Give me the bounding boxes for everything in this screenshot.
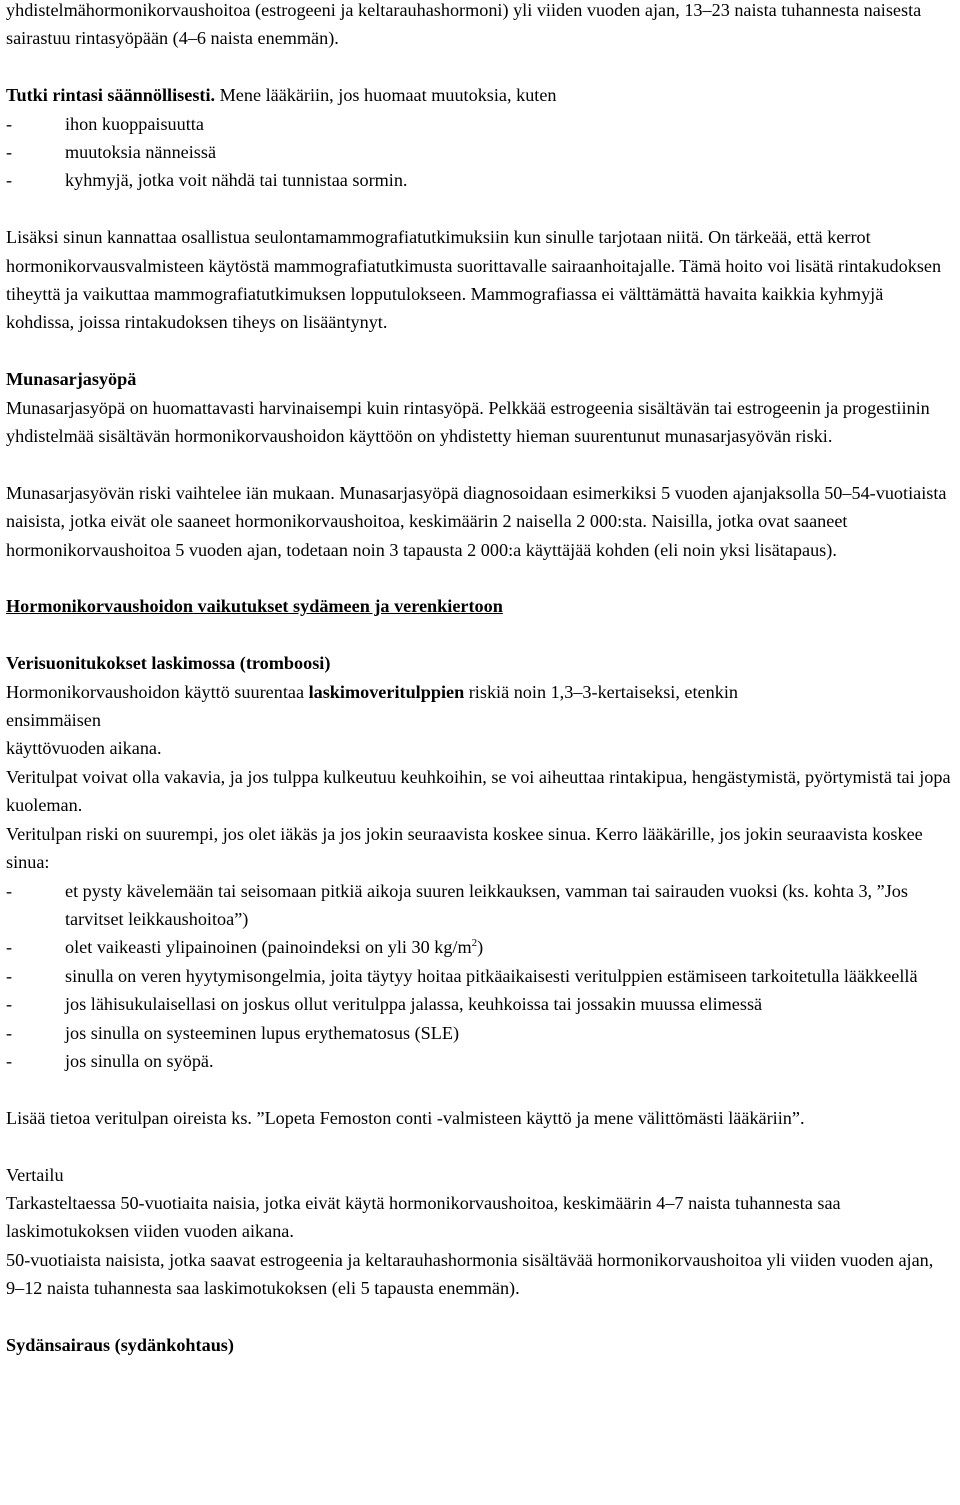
list-dash: - xyxy=(6,880,13,901)
document-page xyxy=(6,0,956,1359)
heading-ovarian-cancer: Munasarjasyöpä xyxy=(6,369,137,390)
thrombosis-risk-text-end: riskiä noin 1,3–3-kertaiseksi, etenkin xyxy=(468,681,738,702)
superscript-2: 2 xyxy=(471,937,478,950)
subheading-heart-disease: Sydänsairaus (sydänkohtaus) xyxy=(6,1334,234,1355)
list-item-text: et pysty kävelemään tai seisomaan pitkiä aikoja suuren leikkauksen, vamman tai sairauden vuoksi (ks. kohta 3, ”Jos tarvitset leikkaushoitoa”) xyxy=(65,880,908,929)
thrombosis-risk-text: Hormonikorvaushoidon käyttö suurentaa xyxy=(6,681,305,702)
list-item-text: jos sinulla on syöpä. xyxy=(65,1050,214,1071)
list-dash: - xyxy=(6,1050,13,1071)
list-dash: - xyxy=(6,965,13,986)
list-item xyxy=(6,933,956,961)
spacer xyxy=(6,1303,956,1331)
paragraph-breast-cancer-stats: yhdistelmähormonikorvaushoitoa (estrogeeni ja keltarauhashormoni) yli viiden vuoden ajan, 13–23 naista tuhannesta naisesta sairastuu rintasyöpään (4–6 naista enemmän). xyxy=(6,0,922,49)
paragraph-thrombosis-risk xyxy=(6,678,956,706)
list-item-text-bmi xyxy=(65,933,956,961)
paragraph-comparison-users: 50-vuotiaista naisista, jotka saavat estrogeenia ja keltarauhashormonia sisältävää hormonikorvaushoitoa yli viiden vuoden ajan, 9–12 naista tuhannesta saa laskimotukoksen (eli 5 tapausta enemmän). xyxy=(6,1249,934,1299)
heading-heart-circulation: Hormonikorvaushoidon vaikutukset sydämeen ja verenkiertoon xyxy=(6,596,503,617)
paragraph-mammography: Lisäksi sinun kannattaa osallistua seulontamammografiatutkimuksiin kun sinulle tarjotaan niitä. On tärkeää, että kerrot hormonikorvausvalmisteen käytöstä mammografiatutkimusta suorittavalle sairaanhoitajalle. Tämä hoito voi lisätä rintakudoksen tiheyttä ja vaikuttaa mammografiatutkimuksen lopputulokseen. Mammografiassa ei välttämättä havaita kaikkia kyhmyjä kohdissa, joissa rintakudoksen tiheys on lisääntynyt. xyxy=(6,227,942,333)
thrombosis-risk-line2: ensimmäisen xyxy=(6,710,101,731)
list-item xyxy=(6,990,956,1018)
spacer xyxy=(6,1075,956,1103)
list-dash: - xyxy=(6,142,13,163)
spacer xyxy=(6,1132,956,1160)
spacer xyxy=(6,53,956,81)
spacer xyxy=(6,621,956,649)
list-item-text: jos lähisukulaisellasi on joskus ollut veritulppa jalassa, keuhkoissa tai jossakin muussa elimessä xyxy=(65,994,763,1015)
subheading-thrombosis: Verisuonitukokset laskimossa (tromboosi) xyxy=(6,653,331,674)
list-item xyxy=(6,962,956,990)
paragraph-clot-danger: Veritulpat voivat olla vakavia, ja jos tulppa kulkeutuu keuhkoihin, se voi aiheuttaa rintakipua, hengästymistä, pyörtymistä tai jopa kuoleman. xyxy=(6,766,951,816)
paragraph-ovarian-cancer-risk: Munasarjasyöpä on huomattavasti harvinaisempi kuin rintasyöpä. Pelkkää estrogeenia sisältävän tai estrogeenin ja progestiinin yhdistelmää sisältävän hormonikorvaushoidon käyttöön on yhdistetty hieman suurentunut munasarjasyövän riski. xyxy=(6,397,930,447)
breast-check-text: Mene lääkäriin, jos huomaat muutoksia, kuten xyxy=(219,85,557,106)
spacer xyxy=(6,450,956,478)
subheading-comparison: Vertailu xyxy=(6,1164,64,1185)
paragraph-clot-risk-factors: Veritulpan riski on suurempi, jos olet iäkäs ja jos jokin seuraavista koskee sinua. Kerro lääkärille, jos jokin seuraavista koskee sinua: xyxy=(6,823,923,873)
list-dash: - xyxy=(6,170,13,191)
list-item-text: sinulla on veren hyytymisongelmia, joita täytyy hoitaa pitkäaikaisesti veritulppien estämiseen tarkoitetulla lääkkeellä xyxy=(65,965,918,986)
paragraph-clot-symptoms-ref: Lisää tietoa veritulpan oireista ks. ”Lopeta Femoston conti -valmisteen käyttö ja mene välittömästi lääkäriin”. xyxy=(6,1107,805,1128)
paragraph-breast-check xyxy=(6,81,956,109)
list-dash: - xyxy=(6,1022,13,1043)
list-item-text: ihon kuoppaisuutta xyxy=(65,113,204,134)
bmi-close: ) xyxy=(477,937,484,958)
paragraph-comparison-nonusers: Tarkasteltaessa 50-vuotiaita naisia, jotka eivät käytä hormonikorvaushoitoa, keskimäärin 4–7 naista tuhannesta saa laskimotukoksen viiden vuoden aikana. xyxy=(6,1192,841,1242)
list-item xyxy=(6,138,956,166)
list-item xyxy=(6,877,956,934)
list-item xyxy=(6,166,956,194)
list-item xyxy=(6,1019,956,1047)
spacer xyxy=(6,195,956,223)
list-dash: - xyxy=(6,994,13,1015)
list-item xyxy=(6,110,956,138)
spacer xyxy=(6,337,956,365)
breast-check-bold: Tutki rintasi säännöllisesti. xyxy=(6,85,216,106)
paragraph-ovarian-cancer-age: Munasarjasyövän riski vaihtelee iän mukaan. Munasarjasyöpä diagnosoidaan esimerkiksi 5 vuoden ajanjaksolla 50–54-vuotiaista naisista, jotka eivät ole saaneet hormonikorvaushoitoa, keskimäärin 2 naisella 2 000:sta. Naisilla, jotka ovat saaneet hormonikorvaushoitoa 5 vuoden ajan, todetaan noin 3 tapausta 2 000:a käyttäjää kohden (eli noin yksi lisätapaus). xyxy=(6,482,947,560)
list-dash: - xyxy=(6,113,13,134)
thrombosis-risk-line3: käyttövuoden aikana. xyxy=(6,738,162,759)
list-item-text: kyhmyjä, jotka voit nähdä tai tunnistaa sormin. xyxy=(65,170,408,191)
thrombosis-risk-bold: laskimoveritulppien xyxy=(308,681,465,702)
bmi-text: olet vaikeasti ylipainoinen (painoindeksi on yli 30 kg/m xyxy=(65,937,472,958)
list-item-text: muutoksia nänneissä xyxy=(65,142,217,163)
list-item-text: jos sinulla on systeeminen lupus erythematosus (SLE) xyxy=(65,1022,460,1043)
spacer xyxy=(6,564,956,592)
list-dash: - xyxy=(6,937,13,958)
list-item xyxy=(6,1047,956,1075)
